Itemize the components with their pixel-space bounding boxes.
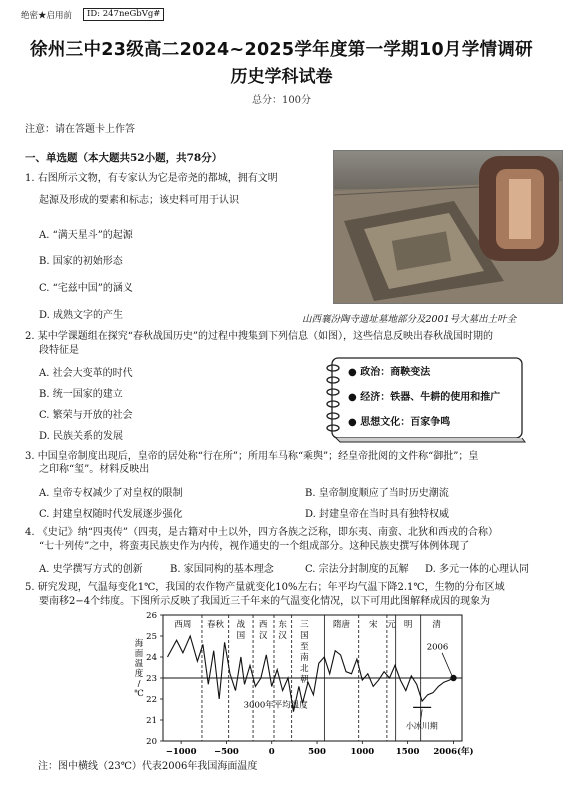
period-label: 隋唐 bbox=[332, 620, 351, 630]
q4-option-b: B. 家国同构的基本理念 bbox=[170, 564, 274, 575]
q3-option-b: B. 皇帝制度顺应了当时历史潮流 bbox=[305, 488, 449, 499]
annotation-2006-pointer bbox=[442, 653, 452, 676]
temperature-series-line bbox=[168, 636, 454, 712]
q2-line1: 2. 某中学课题组在探究“春秋战国历史”的过程中搜集到下列信息（如图），这些信息反映出春秋战国时期的 bbox=[25, 331, 493, 342]
period-label: 南 bbox=[300, 653, 309, 663]
total-score: 总分：100分 bbox=[251, 95, 312, 106]
period-label: 元 bbox=[387, 620, 396, 630]
q1-option-c: C. “宅兹中国”的涵义 bbox=[39, 283, 133, 294]
period-label: 汉 bbox=[258, 631, 268, 641]
q3-option-d: D. 封建皇帝在当时具有独特权威 bbox=[305, 509, 450, 520]
y-axis-label: 海 bbox=[134, 639, 144, 649]
y-axis-label: ℃ bbox=[134, 689, 144, 699]
y-tick-label: 21 bbox=[146, 716, 157, 726]
q3-line1: 3. 中国皇帝制度出现后，皇帝的居处称“行在所”；所用车马称“乘舆”；经皇帝批阅的文件称“御批”；皇 bbox=[25, 451, 479, 462]
spiral-notebook bbox=[326, 356, 526, 444]
x-tick-label: 1000 bbox=[350, 747, 375, 757]
annotation-2006: 2006 bbox=[426, 642, 449, 653]
notebook-item-economy: ● 经济：铁器、牛耕的使用和推广 bbox=[348, 392, 501, 403]
q2-option-c: C. 繁荣与开放的社会 bbox=[39, 410, 133, 421]
period-label: 宋 bbox=[368, 620, 378, 630]
period-label: 战 bbox=[236, 620, 246, 630]
y-axis-label: 度 bbox=[134, 669, 144, 679]
y-tick-label: 25 bbox=[146, 632, 157, 642]
q1-option-d: D. 成熟文字的产生 bbox=[39, 310, 124, 321]
tomb-site-photo-icon bbox=[334, 151, 562, 303]
y-axis-label: 面 bbox=[134, 649, 144, 659]
series-endpoint bbox=[450, 675, 456, 681]
photo-caption: 山西襄汾陶寺遗址墓地部分及2001号大墓出土叶全 bbox=[302, 314, 517, 325]
answer-note: 注意：请在答题卡上作答 bbox=[25, 124, 135, 135]
x-tick-label: −1000 bbox=[165, 747, 197, 757]
q2-option-a: A. 社会大变革的时代 bbox=[39, 368, 133, 379]
period-label: 三 bbox=[300, 620, 309, 630]
y-tick-label: 20 bbox=[146, 737, 157, 747]
y-tick-label: 24 bbox=[146, 653, 157, 663]
period-label: 汉 bbox=[278, 631, 287, 641]
exam-id-box: ID: 247neGbVg# bbox=[83, 8, 164, 21]
section-title: 一、单选题（本大题共52小题，共78分） bbox=[25, 152, 223, 164]
period-label: 清 bbox=[432, 620, 441, 630]
q4-line1: 4. 《史记》纳“四夷传”（四夷，是古籍对中土以外，四方各族之泛称，即东夷、南蛮、北狄和西戎的合称） bbox=[25, 527, 498, 538]
q5-line1: 5. 研究发现，气温每变化1℃，我国的农作物产量就变化10%左右；年平均气温下降2.1℃，生物的分布区域 bbox=[25, 582, 505, 593]
q3-option-c: C. 封建皇权随时代发展逐步强化 bbox=[39, 509, 183, 520]
notebook-item-culture: ● 思想文化：百家争鸣 bbox=[348, 417, 451, 428]
exam-title: 徐州三中23级高二2024~2025学年度第一学期10月学情调研 bbox=[30, 40, 533, 60]
period-label: 至 bbox=[300, 642, 309, 652]
q2-option-d: D. 民族关系的发展 bbox=[39, 431, 124, 442]
secret-label: 绝密★启用前 bbox=[21, 11, 73, 21]
y-tick-label: 26 bbox=[146, 611, 157, 621]
y-axis-label: / bbox=[137, 679, 141, 689]
q1-line2: 起源及形成的要素和标志；该史料可用于认识 bbox=[39, 195, 239, 206]
y-tick-label: 23 bbox=[146, 674, 157, 684]
q3-option-a: A. 皇帝专权减少了对皇权的限制 bbox=[39, 488, 183, 499]
period-label: 国 bbox=[300, 631, 309, 641]
q5-line2: 要南移2−4个纬度。下图所示反映了我国近三千年来的气温变化情况，以下可用此图解释成因的现象为 bbox=[39, 596, 491, 607]
period-label: 明 bbox=[403, 620, 413, 630]
q2-option-b: B. 统一国家的建立 bbox=[39, 389, 123, 400]
chart-note: 注：图中横线（23℃）代表2006年我国海面温度 bbox=[38, 761, 258, 772]
notebook-item-politics: ● 政治：商鞅变法 bbox=[348, 367, 431, 378]
q4-option-d: D. 多元一体的心理认同 bbox=[425, 564, 530, 575]
x-tick-label: −500 bbox=[213, 747, 239, 757]
q1-line1: 1. 右图所示文物，有专家认为它是帝尧的都城，拥有文明 bbox=[25, 173, 278, 184]
x-tick-label: 2006(年) bbox=[433, 747, 474, 757]
x-tick-label: 0 bbox=[268, 747, 275, 757]
period-label: 国 bbox=[236, 631, 246, 641]
period-label: 西 bbox=[258, 620, 268, 630]
temperature-chart bbox=[130, 604, 475, 764]
period-label: 西周 bbox=[174, 620, 192, 630]
y-tick-label: 22 bbox=[146, 695, 157, 705]
x-tick-label: 500 bbox=[308, 747, 326, 757]
y-axis-label: 温 bbox=[134, 659, 144, 669]
x-tick-label: 1500 bbox=[395, 747, 420, 757]
annotation-average-temp: 3000年平均温度 bbox=[243, 700, 308, 711]
period-label: 朝 bbox=[300, 675, 309, 685]
q3-line2: 之印称“玺”。材料反映出 bbox=[39, 464, 150, 475]
annotation-little-ice-age: 小冰川期 bbox=[405, 721, 438, 731]
exam-subtitle: 历史学科试卷 bbox=[230, 67, 333, 87]
q4-option-c: C. 宗法分封制度的瓦解 bbox=[305, 564, 409, 575]
tomb-site-photo bbox=[333, 150, 563, 304]
q4-line2: “七十列传”之中，将蛮夷民族史作为内传，视作通史的一个组成部分。这种民族史撰写体例体现了 bbox=[39, 541, 470, 552]
q1-option-a: A. “满天星斗”的起源 bbox=[39, 230, 133, 241]
q2-line2: 段特征是 bbox=[39, 345, 79, 356]
period-label: 春秋 bbox=[207, 620, 225, 630]
q4-option-a: A. 史学撰写方式的创新 bbox=[39, 564, 143, 575]
period-label: 东 bbox=[278, 620, 287, 630]
period-label: 北 bbox=[300, 664, 309, 674]
q1-option-b: B. 国家的初始形态 bbox=[39, 256, 123, 267]
